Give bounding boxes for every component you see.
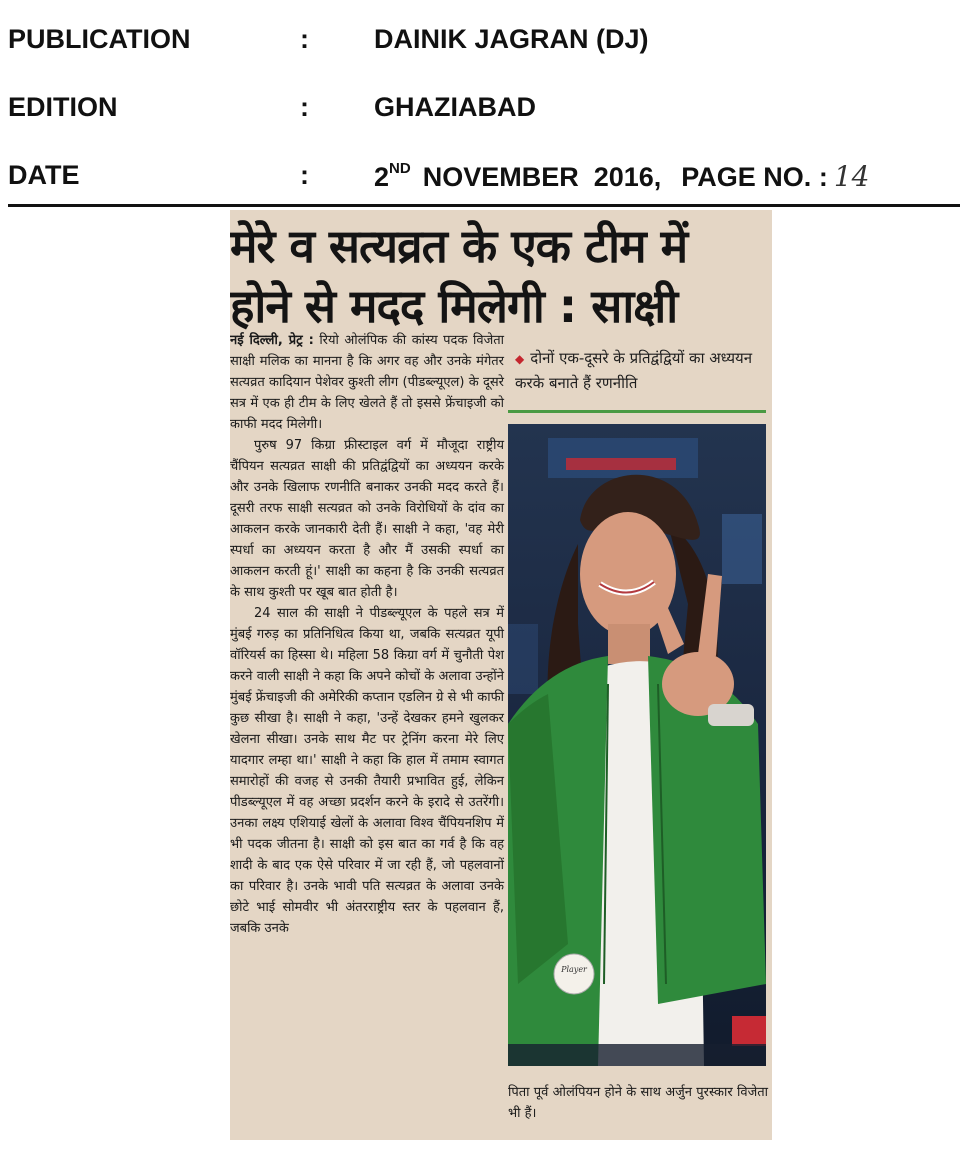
badge-text: Player xyxy=(561,965,587,974)
date-month-year: NOVEMBER 2016, xyxy=(422,162,662,192)
page-number: 14 xyxy=(833,160,870,193)
article-paragraph-2: पुरुष 97 किग्रा फ्रीस्टाइल वर्ग में मौजूदा राष्ट्रीय चैंपियन सत्यव्रत साक्षी की प्रतिद्वंद्वियों का अध्ययन करके और उनके खिलाफ रणनीति बनाकर उनकी मदद करते हैं। दूसरी तरफ साक्षी सत्यव्रत को उनके विरोधियों के दांव का आकलन करके जानकारी देती हैं। साक्षी ने कहा, 'वह मेरी स्पर्धा का अध्ययन करता है और मैं उसकी स्पर्धा का आकलन करती हूं।' साक्षी का कहना है कि उनकी सत्यव्रत के साथ कुश्ती पर खूब बात होती है। xyxy=(230,438,504,600)
edition-row xyxy=(8,92,948,132)
newspaper-clipping xyxy=(230,210,772,1140)
publication-colon: : xyxy=(300,24,309,54)
diamond-bullet-icon: ◆ xyxy=(515,352,525,366)
edition-label: EDITION xyxy=(8,92,118,122)
photo-caption: पिता पूर्व ओलंपियन होने के साथ अर्जुन पुरस्कार विजेता भी हैं। xyxy=(508,1085,768,1121)
article-body xyxy=(230,330,504,1130)
date-day: 2 xyxy=(374,162,390,192)
article-paragraph-3: 24 साल की साक्षी ने पीडब्ल्यूएल के पहले सत्र में मुंबई गरुड़ का प्रतिनिधित्व किया था, जबकि सत्यव्रत यूपी वॉरियर्स का हिस्सा थे। महिला 58 किग्रा वर्ग में चुनौती पेश करने वाली साक्षी ने कहा कि अपने कोचों के अलावा उन्होंने मुंबई फ्रेंचाइजी की अमेरिकी कप्तान एडलिन ग्रे से भी काफी कुछ सीखा है। साक्षी ने कहा, 'उन्हें देखकर हमने खुलकर खेलना सीखा। उनके साथ मैट पर ट्रेनिंग करना मेरे लिए यादगार लम्हा था।' साक्षी ने कहा कि हाल में तमाम स्वागत समारोहों की वजह से उनकी तैयारी प्रभावित हुई, लेकिन पीडब्ल्यूएल में वह अच्छा प्रदर्शन करने के इरादे से उतरेंगी। उनका लक्ष्य एशियाई खेलों के अलावा विश्व चैंपियनशिप में भी पदक जीतना है। साक्षी को इस बात का गर्व है कि वह शादी के बाद एक ऐसे परिवार में जा रही हैं, जो पहलवानों का परिवार है। उनके भावी पति सत्यव्रत के अलावा उनके छोटे भाई सोमवीर भी अंतरराष्ट्रीय स्तर के पहलवान हैं, जबकि उनके xyxy=(230,606,504,936)
tagline-underline xyxy=(508,410,766,413)
headline-line-1: मेरे व सत्यव्रत के एक टीम में xyxy=(230,219,688,273)
edition-value: GHAZIABAD xyxy=(374,92,536,122)
publication-value: DAINIK JAGRAN (DJ) xyxy=(374,24,649,54)
dateline: नई दिल्ली, प्रेट्र : xyxy=(230,333,314,348)
publication-label: PUBLICATION xyxy=(8,24,191,54)
article-photo xyxy=(508,424,766,1066)
edition-colon: : xyxy=(300,92,309,122)
article-headline xyxy=(230,216,770,336)
page-label: PAGE NO. : xyxy=(681,162,828,192)
date-suffix: ND xyxy=(389,160,411,177)
wrestler-photo-illustration xyxy=(508,424,766,1066)
date-colon: : xyxy=(300,160,309,190)
date-value xyxy=(374,160,869,193)
publication-row xyxy=(8,24,948,64)
photo-tagline: ◆ दोनों एक-दूसरे के प्रतिद्वंद्वियों का अध्ययन करके बनाते हैं रणनीति xyxy=(515,349,753,392)
date-row xyxy=(8,160,948,200)
date-label: DATE xyxy=(8,160,80,190)
article-paragraph-1: नई दिल्ली, प्रेट्र : रियो ओलंपिक की कांस्य पदक विजेता साक्षी मलिक का मानना है कि अगर वह और उनके मंगेतर सत्यव्रत कादियान पेशेवर कुश्ती लीग (पीडब्ल्यूएल) के दूसरे सत्र में एक ही टीम के लिए खेलते हैं तो इससे फ्रेंचाइजी को काफी मदद मिलेगी। xyxy=(230,333,504,432)
headline-line-2: होने से मदद मिलेगी : साक्षी xyxy=(230,279,678,333)
header-divider xyxy=(8,204,960,207)
